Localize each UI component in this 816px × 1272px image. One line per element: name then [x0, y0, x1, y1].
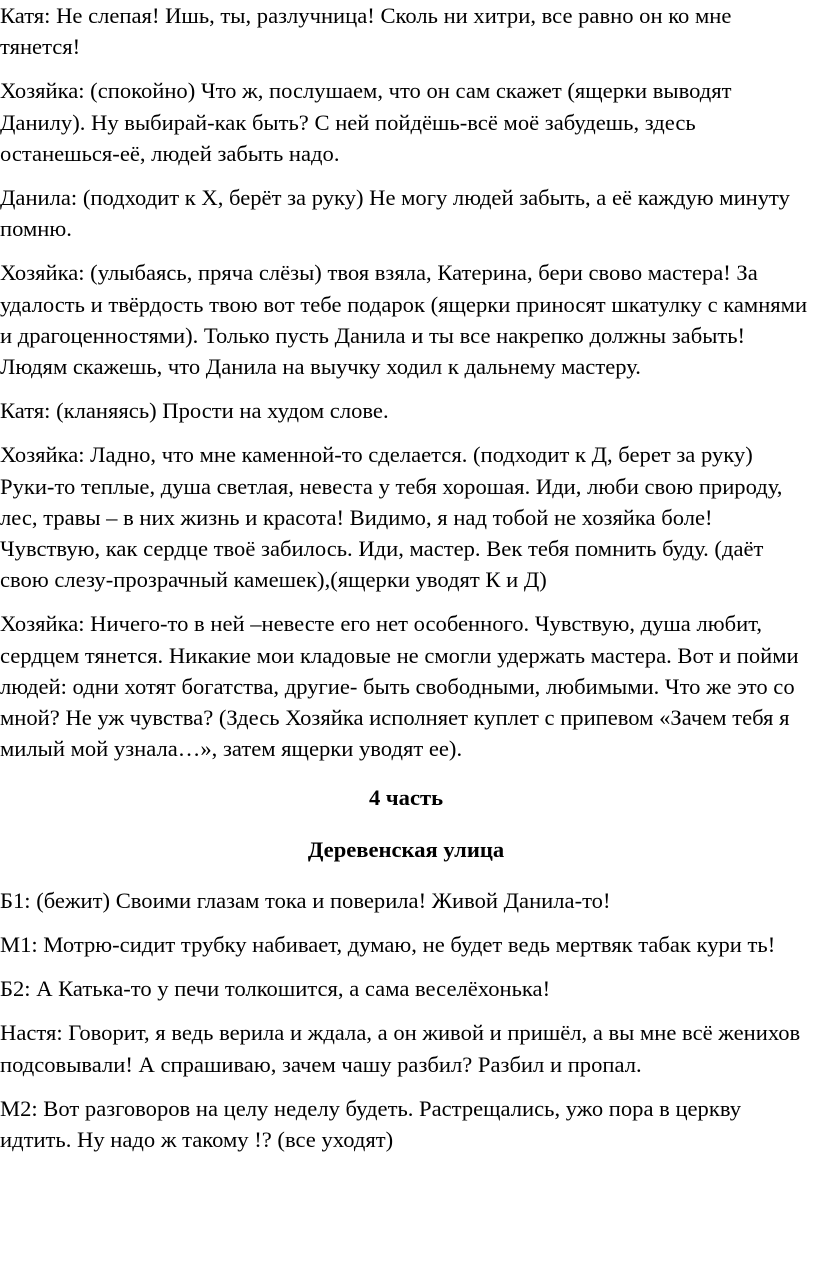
paragraph-katya-2: Катя: (кланяясь) Прости на худом слове. [0, 398, 389, 424]
paragraph-hozyaika-4: Хозяйка: Ничего-то в ней –невесте его нет особенного. Чувствую, душа любит, сердцем тянется. Никакие мои кладовые не смогли удержать мастера. Вот и пойми людей: одни хотят богатства, другие- быть свободными, любимыми. Что же это со мной? Не уж чувства? (Здесь Хозяйка исполняет куплет с припевом «Зачем тебя я милый мой узнала…», затем ящерки уводят ее). [0, 611, 799, 762]
paragraph-m2: М2: Вот разговоров на целу неделу будеть. Растрещались, ужо пора в церкву идтить. Ну надо ж такому !? (все уходят) [0, 1095, 742, 1153]
paragraph-hozyaika-3: Хозяйка: Ладно, что мне каменной-то сделается. (подходит к Д, берет за руку) Руки-то теплые, душа светлая, невеста у тебя хорошая. Иди, люби свою природу, лес, травы – в них жизнь и красота! Видимо, я над тобой не хозяйка боле! Чувствую, как сердце твоё забилось. Иди, мастер. Век тебя помнить буду. (даёт свою слезу-прозрачный камешек),(ящерки уводят К и Д) [0, 442, 783, 593]
paragraph-nastya: Настя: Говорит, я ведь верила и ждала, а он живой и пришёл, а вы мне всё женихов подсовывали! А спрашиваю, зачем чашу разбил? Разбил и пропал. [0, 1020, 801, 1077]
paragraph-katya-1: Катя: Не слепая! Ишь, ты, разлучница! Сколь ни хитри, все равно он ко мне тянется! [0, 3, 732, 60]
paragraph-hozyaika-2: Хозяйка: (улыбаясь, пряча слёзы) твоя взяла, Катерина, бери свово мастера! За удалость и твёрдость твою вот тебе подарок (ящерки приносят шкатулку с камнями и драгоценностями). Только пусть Данила и ты все накрепко должны забыть! Людям скажешь, что Данила на выучку ходил к дальнему мастеру. [0, 260, 808, 380]
paragraph-b2: Б2: А Катька-то у печи толкошится, а сама веселёхонька! [0, 976, 551, 1002]
section-heading-scene: Деревенская улица [307, 836, 505, 862]
paragraph-danila-1: Данила: (подходит к Х, берёт за руку) Не могу людей забыть, а её каждую минуту помню. [0, 185, 790, 242]
paragraph-b1: Б1: (бежит) Своими глазам тока и поверила! Живой Данила-то! [0, 887, 611, 913]
paragraph-m1: М1: Мотрю-сидит трубку набивает, думаю, не будет ведь мертвяк табак кури ть! [0, 932, 776, 958]
section-heading-part: 4 часть [368, 785, 444, 811]
paragraph-hozyaika-1: Хозяйка: (спокойно) Что ж, послушаем, что он сам скажет (ящерки выводят Данилу). Ну выбирай-как быть? С ней пойдёшь-всё моё забудешь, здесь останешься-её, людей забыть надо. [0, 78, 732, 166]
